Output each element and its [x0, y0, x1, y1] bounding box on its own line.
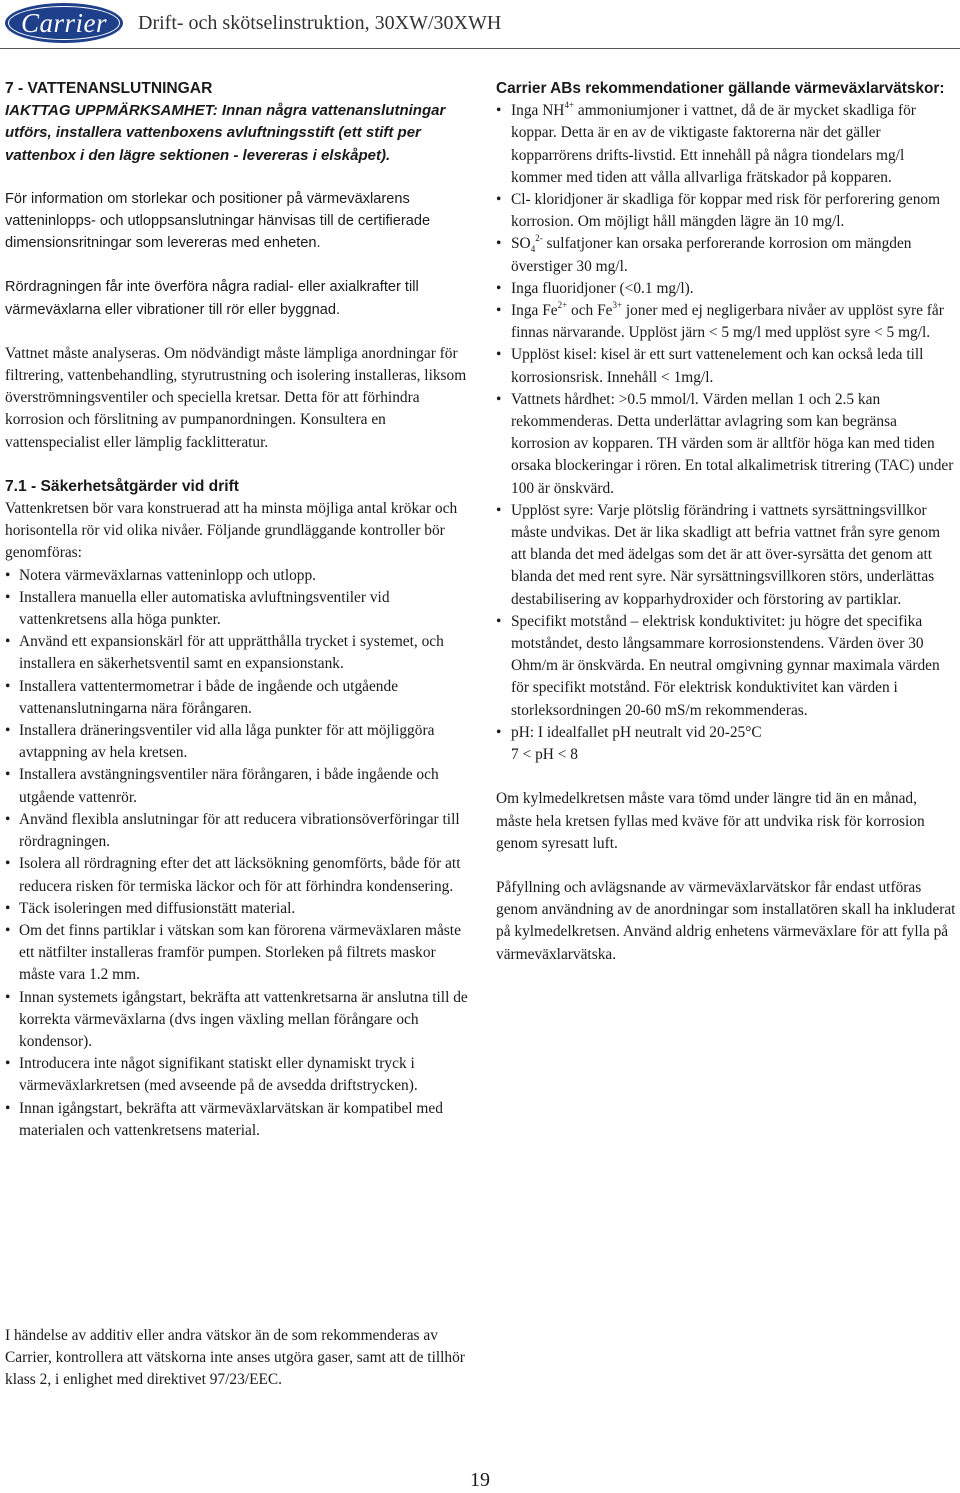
list-item: • Installera vattentermometrar i både de ingående och utgående vattenanslutningarna nära förångaren.: [5, 676, 475, 720]
list-item: • Introducera inte något signifikant statiskt eller dynamiskt tryck i värmeväxlarkretsen (med avseende på de avsedda driftstrycken).: [5, 1053, 475, 1097]
list-item: • Notera värmeväxlarnas vatteninlopp och utlopp.: [5, 565, 475, 587]
list-item: • Använd ett expansionskärl för att upprätthålla trycket i systemet, och installera en säkerhetsventil samt en expansionstank.: [5, 631, 475, 675]
list-item: • Använd flexibla anslutningar för att reducera vibrationsöverföringar till rördragningen.: [5, 809, 475, 853]
list-item: • Installera manuella eller automatiska avluftningsventiler vid vattenkretsens alla höga punkter.: [5, 587, 475, 631]
left-column: [5, 78, 475, 1142]
list-item-iron: • Inga $Fe^{2+}$ och $Fe^{3+}$ joner med ej negligerbara nivåer av upplöst syre får finnas närvarande. Upplöst järn < 5 mg/l med upplöst syre < 5 mg/l.: [496, 300, 956, 344]
list-item-fluoride: • Inga fluoridjoner (<0.1 mg/l).: [496, 278, 956, 300]
list-item-hardness: • Vattnets hårdhet: >0.5 mmol/l. Värden mellan 1 och 2.5 kan rekommenderas. Detta underlättar avlagring som kan begränsa korrosion av kopparen. TH värden som är alltför höga kan med tiden orsaka blockeringar i rören. En total alkalimetrisk titrering (TAC) under 100 är önskvärd.: [496, 389, 956, 500]
list-item-sulfate: • $SO_4^{2-}$ sulfatjoner kan orsaka perforerande korrosion om mängden överstiger 30 mg/l.: [496, 233, 956, 277]
list-item: • Isolera all rördragning efter det att läcksökning genomförts, både för att reducera risken för termiska läckor och för att förhindra kondensering.: [5, 853, 475, 897]
list-item: • Installera dräneringsventiler vid alla låga punkter för att möjliggöra avtappning av hela kretsen.: [5, 720, 475, 764]
right-column: [496, 78, 956, 966]
paragraph-nitrogen: Om kylmedelkretsen måste vara tömd under längre tid än en månad, måste hela kretsen fyllas med kväve för att undvika risk för korrosion genom syresatt luft.: [496, 790, 925, 852]
logo-text: Carrier: [20, 7, 108, 38]
list-item: • Om det finns partiklar i vätskan som kan förorena värmeväxlaren måste ett nätfilter installeras framför pumpen. Storleken på filtrets maskor måste vara 1.2 mm.: [5, 920, 475, 987]
list-item-oxygen: • Upplöst syre: Varje plötslig förändring i vattnets syrsättningsvillkor måste undvikas. Det är lika skadligt att befria vattnet från syre genom att blanda det med ädelgas som det är att över-syrsätta det genom att blanda det med rent syre. När syrsättningsvillkoren störs, underlättas destabilisering av kopparhydroxider och förstoring av partiklar.: [496, 500, 956, 611]
document-title: Drift- och skötselinstruktion, 30XW/30XWH: [138, 12, 502, 34]
carrier-logo: [5, 3, 123, 43]
list-item: • Innan systemets igångstart, bekräfta att vattenkretsarna är anslutna till de korrekta värmeväxlarna (dvs ingen växling mellan förångare och kondensor).: [5, 987, 475, 1054]
recommendations-heading: Carrier ABs rekommendationer gällande värmeväxlarvätskor:: [496, 80, 945, 97]
page-header: [0, 0, 960, 48]
list-item-ph: • pH: I idealfallet pH neutralt vid 20-25°C 7 < pH < 8: [496, 722, 956, 766]
safety-checklist: [5, 565, 475, 1142]
list-item-silica: • Upplöst kisel: kisel är ett surt vattenelement och kan också leda till korrosionsrisk. Innehåll < 1mg/l.: [496, 344, 956, 388]
fluid-recommendations-list: [496, 100, 956, 766]
section-title: 7 - VATTENANSLUTNINGAR: [5, 80, 213, 97]
paragraph-1: För information om storlekar och positioner på värmeväxlarens vatteninlopps- och utloppsanslutningar hänvisas till de certifierade dimensionsritningar som levereras med enheten.: [5, 190, 431, 252]
additive-note: I händelse av additiv eller andra vätskor än de som rekommenderas av Carrier, kontrollera att vätskorna inte anses utgöra gaser, samt att de tillhör klass 2, i enlighet med direktivet 97/23/EEC.: [5, 1327, 465, 1389]
list-item: • Installera avstängningsventiler nära förångaren, i både ingående och utgående vattenrör.: [5, 764, 475, 808]
paragraph-3: Vattnet måste analyseras. Om nödvändigt måste lämpliga anordningar för filtrering, vattenbehandling, styrutrustning och isolering installeras, liksom överströmningsventiler och speciella kretsar. Detta för att förhindra korrosion och förslitning av pumpanordningen. Konsultera en vattenspecialist eller lämplig facklitteratur.: [5, 344, 467, 451]
notice-text: IAKTTAG UPPMÄRKSAMHET: Innan några vattenanslutningar utförs, installera vattenboxens avluftningsstift (ett stift per vattenbox i den lägre sektionen - levereras i elskåpet).: [5, 102, 446, 164]
paragraph-4: Vattenkretsen bör vara konstruerad att ha minsta möjliga antal krökar och horisontella rör vid olika nivåer. Följande grundläggande kontroller bör genomföras:: [5, 500, 458, 562]
header-divider: [0, 48, 960, 49]
paragraph-2: Rördragningen får inte överföra några radial- eller axialkrafter till värmeväxlarna eller vibrationer till rör eller byggnad.: [5, 279, 419, 318]
page-number: 19: [470, 1469, 490, 1491]
list-item: • Täck isoleringen med diffusionstätt material.: [5, 898, 475, 920]
list-item-ammonium: • Inga $NH^{4+}$ ammoniumjoner i vattnet, då de är mycket skadliga för koppar. Detta är en av de viktigaste faktorerna när det gäller kopparrörens drifts-livstid. Ett innehåll på några tiondelars mg/l kommer med tiden att vålla allvarliga frätskador på kopparen.: [496, 100, 956, 189]
list-item-chloride: • Cl- kloridjoner är skadliga för koppar med risk för perforering genom korrosion. Om möjligt håll mängden lägre än 10 mg/l.: [496, 189, 956, 233]
paragraph-fill-drain: Påfyllning och avlägsnande av värmeväxlarvätskor får endast utföras genom användning av de anordningar som installatören skall ha inkluderat på kylmedelkretsen. Använd aldrig enhetens värmeväxlare för att fylla på värmeväxlarvätska.: [496, 878, 956, 963]
list-item-resistivity: • Specifikt motstånd – elektrisk konduktivitet: ju högre det specifika motståndet, desto långsammare korrosionstendens. Värden över 30 Ohm/m är önskvärda. En neutral omgivning gynnar maximala värden för specifikt motstånd. För elektrisk konduktivitet kan värden i storleksordningen 20-60 mS/m rekommenderas.: [496, 611, 956, 722]
list-item: • Innan igångstart, bekräfta att värmeväxlarvätskan är kompatibel med materialen och vattenkretsens material.: [5, 1098, 475, 1142]
subsection-title: 7.1 - Säkerhetsåtgärder vid drift: [5, 477, 239, 495]
